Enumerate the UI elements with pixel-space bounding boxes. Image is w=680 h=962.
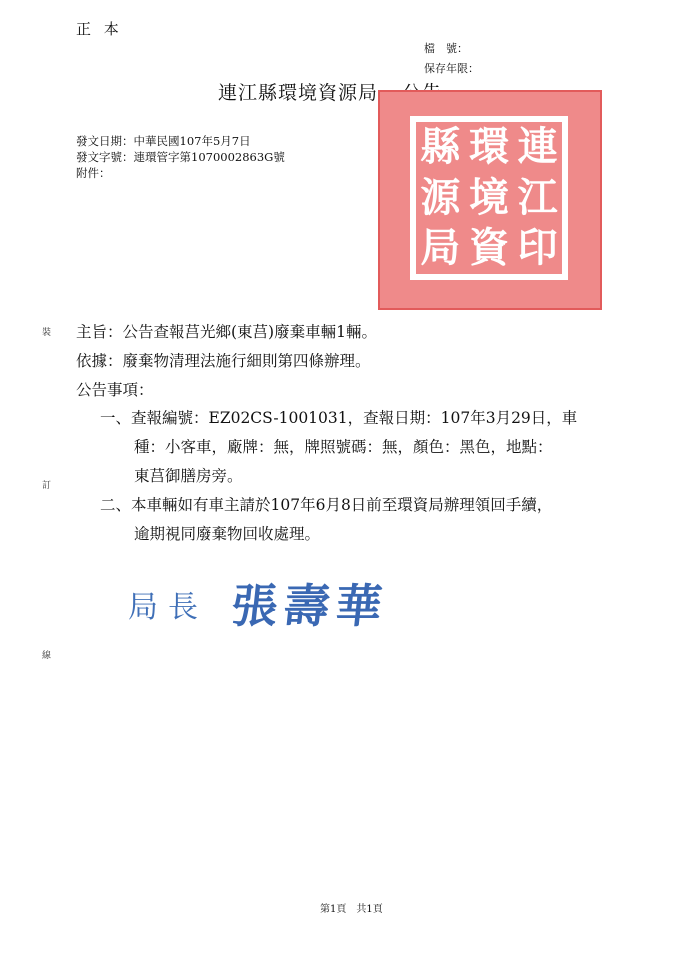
original-copy-mark: 正 本 — [76, 20, 123, 38]
seal-char: 境 — [468, 173, 509, 221]
item-2-line-2: 逾期視同廢棄物回收處理。 — [134, 525, 321, 543]
seal-char: 江 — [517, 173, 558, 221]
item-1-line-3: 東莒御膳房旁。 — [134, 467, 243, 485]
seal-char: 源 — [420, 173, 461, 221]
binding-mark-zhuang: 裝 — [42, 328, 52, 338]
page-number: 第1頁 共1頁 — [320, 904, 383, 915]
binding-mark-xian: 線 — [42, 651, 52, 661]
seal-char: 環 — [468, 123, 509, 170]
official-seal-stamp — [378, 90, 602, 310]
retention-period-label: 保存年限： — [424, 62, 479, 75]
item-1-line-1: 一、查報編號：EZ02CS-1001031，查報日期：107年3月29日，車 — [100, 409, 578, 427]
signature-title: 局長 — [128, 590, 208, 625]
seal-char: 印 — [517, 224, 558, 272]
file-number-label: 檔 號： — [424, 42, 468, 55]
announcement-items-heading: 公告事項： — [76, 381, 154, 399]
subject-line: 主旨：公告查報莒光鄉(東莒)廢棄車輛1輛。 — [76, 323, 377, 341]
seal-char: 連 — [517, 123, 558, 170]
binding-mark-ding: 訂 — [42, 481, 52, 491]
item-1-line-2: 種：小客車，廠牌：無，牌照號碼：無，顏色：黑色，地點： — [134, 438, 553, 456]
seal-char: 局 — [420, 224, 461, 272]
seal-char: 縣 — [420, 123, 461, 170]
attachments-label: 附件： — [76, 166, 111, 180]
seal-characters — [410, 116, 568, 280]
agency-name: 連江縣環境資源局 — [218, 82, 379, 104]
item-2-line-1: 二、本車輛如有車主請於107年6月8日前至環資局辦理領回手續， — [100, 496, 553, 514]
seal-char: 資 — [468, 224, 509, 272]
basis-line: 依據：廢棄物清理法施行細則第四條辦理。 — [76, 352, 371, 370]
issue-date: 發文日期：中華民國107年5月7日 — [76, 134, 251, 148]
signature-name: 張壽華 — [228, 579, 391, 633]
document-number: 發文字號：連環管字第1070002863G號 — [76, 150, 285, 164]
